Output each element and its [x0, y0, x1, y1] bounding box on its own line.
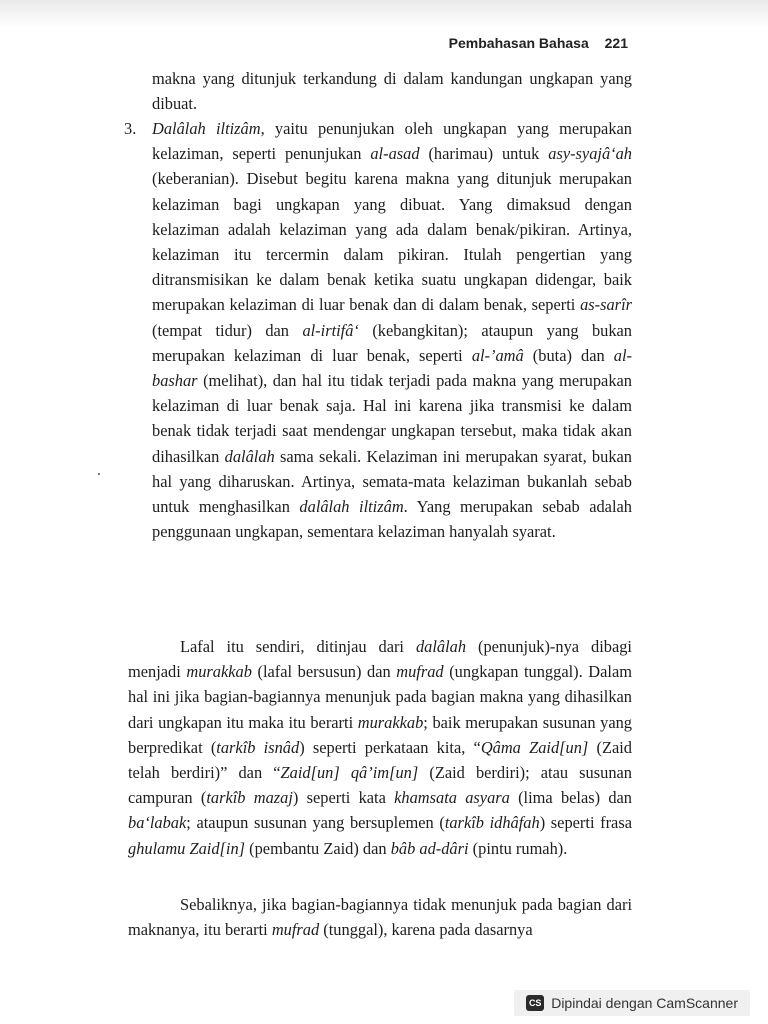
italic-term: dalâlah [224, 446, 275, 466]
page-number: 221 [604, 35, 628, 51]
italic-term: mufrad [271, 920, 320, 940]
list-item-3-body: Dalâlah iltizâm, yaitu penunjukan oleh ungkapan yang merupakan kelaziman, seperti penunjukan al-asad (harimau) untuk asy-syajâ‘ah (keberanian). Disebut begitu karena makna yang ditunjuk merupakan kelaziman bagi ungkapan yang dibuat. Yang dimaksud dengan kelaziman adalah kelaziman yang ada dalam benak/pikiran. Artinya, kelaziman itu tercermin dalam pikiran. Itulah pengertian yang ditransmisikan ke dalam benak ketika suatu ungkapan didengar, baik merupakan kelaziman di luar benak dan di dalam benak, seperti as-sarîr (tempat tidur) dan al-irtifâ‘ (kebangkitan); ataupun yang bukan merupakan kelaziman di luar benak, seperti al-’amâ (buta) dan al-bashar (melihat), dan hal itu tidak terjadi pada makna yang merupakan kelaziman di luar benak saja. Hal ini karena jika transmisi ke dalam benak tidak terjadi saat mendengar ungkapan tersebut, maka tidak akan dihasilkan dalâlah sama sekali. Kelaziman ini merupakan syarat, bukan hal yang diharuskan. Artinya, semata-mata kelaziman bukanlah sebab untuk menghasilkan dalâlah iltizâm. Yang merupakan sebab adalah penggunaan ungkapan, sementara kelaziman hanyalah syarat. [152, 119, 633, 542]
italic-term: mufrad [396, 662, 444, 682]
italic-term: tarkîb mazaj [206, 788, 293, 808]
camscanner-watermark [514, 990, 750, 1016]
italic-term: ba‘labak [128, 813, 187, 833]
list-item-3 [124, 116, 632, 544]
italic-term: asy-syajâ‘ah [548, 144, 633, 164]
scan-speck [98, 473, 100, 475]
camscanner-logo-icon: CS [526, 995, 544, 1011]
list-item-number: 3. [124, 119, 137, 138]
italic-term: tarkîb isnâd [216, 737, 300, 757]
italic-term: khamsata asyara [394, 788, 510, 808]
italic-term: Zaid[un] qâ’im[un] [280, 763, 419, 783]
list-continuation [152, 66, 632, 116]
italic-term: dalâlah iltizâm [299, 497, 404, 517]
italic-term: tarkîb idhâfah [444, 813, 540, 833]
italic-term: bâb ad-dâri [390, 838, 469, 858]
italic-term: murakkab [186, 662, 252, 682]
italic-term: al-irtifâ‘ [302, 320, 359, 340]
italic-term: as-sarîr [580, 295, 632, 315]
paragraph-lafal-text: Lafal itu sendiri, ditinjau dari dalâlah (penunjuk)-nya dibagi menjadi murakkab (lafal bersusun) dan mufrad (ungkapan tunggal). Dalam hal ini jika bagian-bagiannya menunjuk pada bagian makna yang dihasilkan dari ungkapan itu maka itu berarti murakkab; baik merupakan susunan yang berpredikat (tarkîb isnâd) seperti perkataan kita, “Qâma Zaid[un] (Zaid telah berdiri)” dan “Zaid[un] qâ’im[un] (Zaid berdiri); atau susunan campuran (tarkîb mazaj) seperti kata khamsata asyara (lima belas) dan ba‘labak; ataupun susunan yang bersuplemen (tarkîb idhâfah) seperti frasa ghulamu Zaid[in] (pembantu Zaid) dan bâb ad-dâri (pintu rumah). [128, 637, 632, 858]
italic-term: ghulamu Zaid[in] [128, 838, 246, 858]
paragraph-lafal [128, 634, 632, 861]
list-continuation-text: makna yang ditunjuk terkandung di dalam kandungan ungkapan yang dibuat. [152, 69, 632, 114]
italic-term: Qâma Zaid[un] [480, 737, 589, 757]
italic-term: murakkab [357, 712, 424, 732]
header-title: Pembahasan Bahasa [448, 35, 589, 51]
italic-term: al-bashar [152, 345, 632, 391]
paragraph-sebaliknya [128, 892, 632, 942]
italic-term: al-asad [370, 144, 420, 164]
italic-term: al-’amâ [471, 345, 524, 365]
running-header [449, 35, 628, 51]
italic-term: dalâlah [415, 637, 467, 656]
watermark-text: Dipindai dengan CamScanner [551, 995, 738, 1011]
paragraph-sebaliknya-text: Sebaliknya, jika bagian-bagiannya tidak menunjuk pada bagian dari maknanya, itu berarti mufrad (tunggal), karena pada dasarnya [128, 895, 632, 940]
scan-top-shadow [0, 0, 768, 28]
italic-term: Dalâlah iltizâm [152, 119, 261, 138]
